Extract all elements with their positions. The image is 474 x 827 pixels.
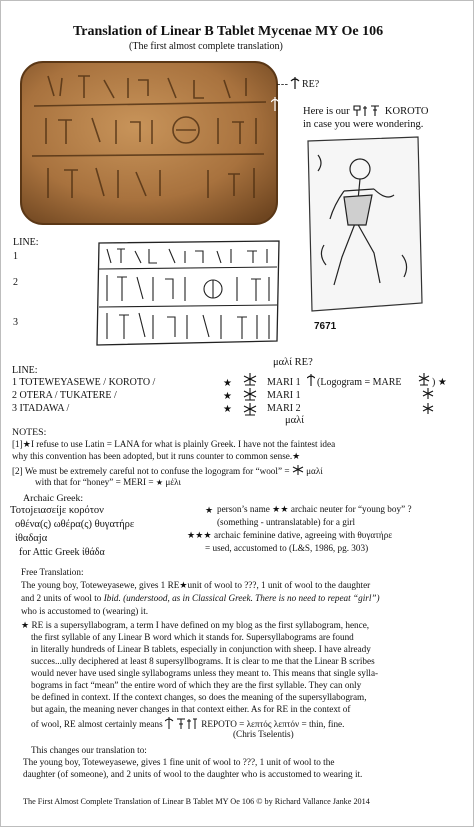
archaic-greek-line-3: ἰθαδαϳα [15, 533, 48, 544]
page-title: Translation of Linear B Tablet Mycenae MY Oe 106 [73, 24, 384, 39]
transcription-stars: ★ ★ ★ [223, 378, 232, 415]
note-2-line-a: [2] We must be extremely careful not to confuse the logogram for “wool” = μαλί [12, 466, 323, 476]
museum-stamp: 7671 [314, 321, 337, 332]
drawing-line-number-3: 3 [13, 317, 18, 328]
free-translation-line-2: and 2 units of wool to Ibid. (understood, as in Classical Greek. There is no need to repeat “girl”) [21, 593, 380, 603]
mali-re-label: μαλί RE? [273, 357, 313, 368]
re-syllabogram-icon [290, 77, 300, 89]
transcription-line-1: 1 TOTEWEYASEWE / KOROTO / [12, 377, 156, 388]
young-boy-drawing [304, 135, 426, 335]
logogram-equation-close: ) ★ [432, 377, 447, 388]
archaic-greek-line-2: οθένα(ς) ωθέρα(ς) θυγατήρε [15, 519, 135, 530]
re-superscript-icon [307, 373, 315, 391]
re-question-label: RE? [302, 79, 320, 90]
logogram-equation: (Logogram = MARE [317, 377, 402, 388]
wool-logogram-column [241, 371, 259, 422]
re-note-line-5: would never have used single syllabograms unless they meant to. This means that single sylla- [31, 668, 379, 678]
archaic-desc-2: (something - untranslatable) for a girl [217, 517, 356, 527]
free-translation-line-3: who is accustomed to (wearing) it. [21, 606, 149, 616]
note-2-line-b: with that for “honey” = MERI = ★ μέλι [35, 477, 181, 487]
note-1-line-b: why this convention has been adopted, but it runs counter to common sense.★ [12, 451, 301, 461]
re-note-line-7: be defined in context. If the context changes, so does the meaning of the supersyllabogram, [31, 692, 367, 702]
clay-tablet-photo [18, 58, 280, 229]
transcription-line-2: 2 OTERA / TUKATERE / [12, 390, 117, 401]
conclusion-line-1: This changes our translation to: [31, 745, 147, 755]
drawing-line-number-1: 1 [13, 251, 18, 262]
re-note-line-8: but again, the meaning never changes in that context either. As for RE in the context of [31, 704, 351, 714]
re-note-line-1: ★ RE is a supersyllabogram, a term I have defined on my blog as the first syllabogram, hence, [21, 620, 370, 630]
archaic-desc-3: ★★★ archaic feminine dative, agreeing with θυγατήρε [187, 530, 393, 540]
re-note-line-4: succes...ully deciphered at least 8 supersyllbograms. It is clear to me that the Linear B scribes [31, 656, 375, 666]
archaic-greek-line-4: for Attic Greek ἰθάδα [19, 547, 105, 558]
wool-logogram-icon [292, 464, 304, 476]
mari-value-1: MARI 1 [267, 377, 301, 388]
re-note-line-6: bograms in fact “mean” the entire word of which they are the first syllable. They can only [31, 680, 362, 690]
transcription-heading: LINE: [12, 365, 38, 376]
archaic-star-1: ★ [205, 505, 214, 515]
free-translation-heading: Free Translation: [21, 567, 84, 577]
re-note-line-3: in literally hundreds of Linear B tablets, especially in conjunction with sheep. I have already [31, 644, 371, 654]
re-note-citation: (Chris Tselentis) [233, 729, 294, 739]
mari-value-2: MARI 1 [267, 390, 301, 401]
drawing-line-heading: LINE: [13, 237, 39, 248]
re-note-line-2: the first syllable of any Linear B word which it stands for. Supersyllabograms are found [31, 632, 354, 642]
conclusion-line-3: daughter (of someone), and 2 units of wool to the daughter who is accustomed to wearing it. [23, 769, 363, 779]
koroto-callout-line1: Here is our KOROTO [303, 106, 429, 117]
mali-bottom-label: μαλί [285, 415, 305, 426]
transcription-line-3: 3 ITADAWA / [12, 403, 70, 414]
koroto-callout-line2: in case you were wondering. [303, 119, 424, 130]
koroto-syllabograms-icon [352, 104, 382, 116]
page-subtitle: (The first almost complete translation) [129, 41, 283, 52]
re-note-line-9: of wool, RE almost certainly means REPOTO = λεπτός λεπτόν = thin, fine. [31, 719, 345, 729]
conclusion-line-2: The young boy, Toteweyasewe, gives 1 fine unit of wool to ???, 1 unit of wool to the [23, 757, 335, 767]
right-wool-logograms [421, 387, 435, 422]
tablet-line-drawing [91, 237, 283, 349]
free-translation-line-1: The young boy, Toteweyasewe, gives 1 RE★unit of wool to ???, 1 unit of wool to the daughter [21, 580, 371, 590]
mari-value-3: MARI 2 [267, 403, 301, 414]
archaic-heading: Archaic Greek: [23, 493, 84, 504]
archaic-desc-1: person’s name ★★ archaic neuter for “young boy” ? [217, 504, 412, 514]
drawing-line-number-2: 2 [13, 277, 18, 288]
archaic-greek-line-1: Τοτοϳειασείϳε κορότον [10, 505, 104, 516]
archaic-desc-4: = used, accustomed to (L&S, 1986, pg. 303) [205, 543, 369, 553]
note-1-line-a: [1]★I refuse to use Latin = LANA for what is plainly Greek. I have not the faintest idea [12, 439, 336, 449]
notes-heading: NOTES: [12, 427, 47, 438]
re-glyph-on-tablet [271, 97, 279, 116]
repoto-syllabograms-icon [165, 717, 199, 729]
copyright-footer: The First Almost Complete Translation of Linear B Tablet MY Oe 106 © by Richard Vallance Janke 2014 [23, 797, 370, 806]
re-callout: - - - RE? [277, 79, 320, 90]
